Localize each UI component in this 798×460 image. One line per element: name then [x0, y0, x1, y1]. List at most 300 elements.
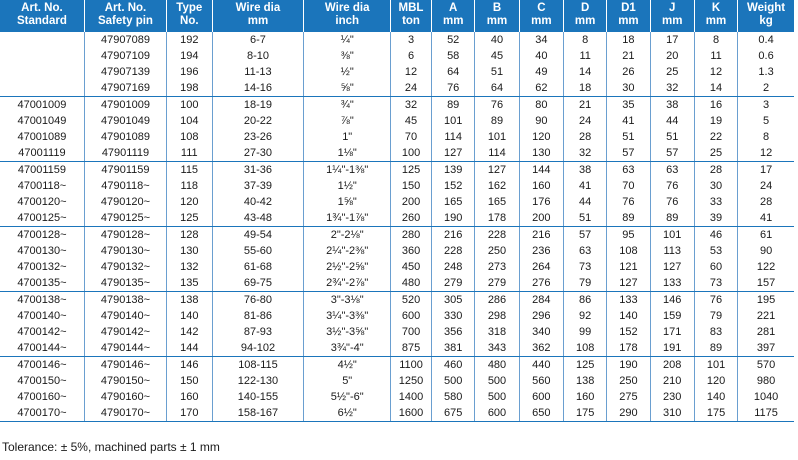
table-cell: 158-167 — [212, 405, 304, 422]
table-cell: 290 — [607, 405, 650, 422]
table-row — [0, 292, 794, 309]
table-cell: 260 — [390, 210, 431, 227]
column-header — [212, 0, 304, 32]
table-cell: 0.6 — [758, 50, 774, 62]
table-cell: 17 — [738, 162, 794, 179]
table-cell: 165 — [432, 194, 475, 210]
table-cell: 90 — [759, 245, 773, 257]
table-cell: 28 — [564, 129, 607, 145]
table-cell: 95 — [607, 227, 650, 244]
table-cell: ½" — [304, 64, 391, 80]
table-cell: 480 — [390, 275, 431, 292]
table-cell: 4790138~ — [84, 292, 166, 309]
table-cell: 32 — [650, 80, 694, 97]
column-header-unit: mm — [486, 15, 508, 27]
table-cell: 296 — [519, 308, 563, 324]
table-cell: 273 — [475, 259, 519, 275]
table-cell: 89 — [432, 97, 475, 114]
table-cell: 8 — [763, 131, 770, 143]
table-cell: 130 — [167, 243, 212, 259]
table-cell: 64 — [475, 80, 519, 97]
table-cell: 228 — [432, 243, 475, 259]
table-cell: 16 — [694, 97, 737, 114]
column-header — [167, 0, 212, 32]
table-cell: 44 — [650, 113, 694, 129]
table-cell: 157 — [738, 275, 794, 292]
table-cell: 53 — [694, 243, 737, 259]
table-row — [0, 113, 794, 129]
table-cell: 19 — [694, 113, 737, 129]
table-cell: 100 — [390, 145, 431, 162]
table-cell: 2½"-2⅝" — [304, 259, 391, 275]
table-cell: 230 — [650, 389, 694, 405]
table-cell: 1¼"-1⅜" — [304, 162, 391, 179]
table-cell: 250 — [475, 243, 519, 259]
table-cell: 125 — [564, 357, 607, 374]
table-row — [0, 243, 794, 259]
table-cell: 4700144~ — [0, 340, 84, 357]
column-header — [84, 0, 166, 32]
table-cell: 138 — [167, 292, 212, 309]
table-cell: 89 — [475, 113, 519, 129]
table-cell: 560 — [519, 373, 563, 389]
table-cell: 18 — [564, 80, 607, 97]
table-cell: 69-75 — [212, 275, 304, 292]
table-row — [0, 210, 794, 227]
table-cell: 125 — [167, 210, 212, 227]
table-body — [0, 32, 794, 422]
table-cell: 276 — [519, 275, 563, 292]
table-cell: 6-7 — [212, 32, 304, 49]
table-cell: 275 — [607, 389, 650, 405]
table-cell: 70 — [390, 129, 431, 145]
table-cell: 4700138~ — [0, 292, 84, 309]
table-cell: 152 — [432, 178, 475, 194]
table-cell: 108-115 — [212, 357, 304, 374]
table-cell: 4790128~ — [84, 227, 166, 244]
table-cell: 47001049 — [0, 113, 84, 129]
table-cell: 120 — [519, 129, 563, 145]
table-cell: 700 — [390, 324, 431, 340]
column-header — [519, 0, 563, 32]
table-cell: 58 — [432, 48, 475, 64]
table-cell: 160 — [519, 178, 563, 194]
table-cell: 44 — [564, 194, 607, 210]
table-cell: 340 — [519, 324, 563, 340]
table-cell: 4790142~ — [84, 324, 166, 340]
table-cell: 190 — [607, 357, 650, 374]
table-cell: 175 — [564, 405, 607, 422]
table-cell: 108 — [607, 243, 650, 259]
column-header-unit: ton — [402, 15, 420, 27]
table-cell: 279 — [475, 275, 519, 292]
table-cell: 360 — [390, 243, 431, 259]
table-cell: 76 — [650, 194, 694, 210]
table-cell: 165 — [475, 194, 519, 210]
table-cell: 89 — [650, 210, 694, 227]
table-cell: 101 — [432, 113, 475, 129]
column-header — [304, 0, 391, 32]
table-cell: 41 — [738, 210, 794, 227]
table-cell: 5" — [304, 373, 391, 389]
table-cell: 130 — [519, 145, 563, 162]
table-cell: 64 — [432, 64, 475, 80]
table-cell: 120 — [694, 373, 737, 389]
table-cell: 4790120~ — [84, 194, 166, 210]
table-cell: 61 — [738, 227, 794, 244]
table-cell: 280 — [390, 227, 431, 244]
table-cell: 41 — [607, 113, 650, 129]
table-cell: 47907089 — [84, 32, 166, 49]
table-row — [0, 194, 794, 210]
table-cell: 228 — [475, 227, 519, 244]
table-cell: 221 — [756, 310, 776, 322]
table-row — [0, 357, 794, 374]
table-cell: ¾" — [304, 97, 391, 114]
table-cell: 4790170~ — [84, 405, 166, 422]
table-row — [0, 340, 794, 357]
table-cell: 139 — [432, 162, 475, 179]
table-cell: 28 — [694, 162, 737, 179]
table-cell: 397 — [738, 340, 794, 357]
table-cell: 3"-3⅛" — [304, 292, 391, 309]
table-cell: 4700170~ — [0, 405, 84, 422]
table-cell: 2"-2⅛" — [304, 227, 391, 244]
table-cell: 4700120~ — [0, 194, 84, 210]
table-cell: 4790118~ — [84, 178, 166, 194]
table-cell: 79 — [694, 308, 737, 324]
table-cell: 6 — [390, 48, 431, 64]
table-cell: 92 — [564, 308, 607, 324]
table-cell: 194 — [167, 48, 212, 64]
table-cell: 1175 — [738, 405, 794, 422]
table-cell: 200 — [390, 194, 431, 210]
table-cell: 63 — [564, 243, 607, 259]
table-cell — [0, 32, 84, 49]
table-cell: 108 — [564, 340, 607, 357]
table-cell: 381 — [432, 340, 475, 357]
table-cell: 362 — [519, 340, 563, 357]
table-row — [0, 308, 794, 324]
table-cell: 120 — [167, 194, 212, 210]
table-cell: 580 — [432, 389, 475, 405]
table-cell: 1⅛" — [304, 145, 391, 162]
table-cell: 47901009 — [84, 97, 166, 114]
table-cell: 24 — [564, 113, 607, 129]
table-cell: ⅝" — [304, 80, 391, 97]
column-header-title: Wire dia — [235, 2, 281, 14]
table-cell: 127 — [607, 275, 650, 292]
table-cell: 47901119 — [84, 145, 166, 162]
column-header-unit: kg — [759, 15, 773, 27]
table-cell: 28 — [759, 196, 773, 208]
column-header-title: Art. No. — [21, 2, 63, 14]
table-cell: 113 — [650, 243, 694, 259]
table-cell: 4700135~ — [0, 275, 84, 292]
table-cell: 191 — [650, 340, 694, 357]
table-cell: 100 — [167, 97, 212, 114]
table-cell: 450 — [390, 259, 431, 275]
table-cell: 284 — [519, 292, 563, 309]
table-cell: 279 — [432, 275, 475, 292]
table-cell: 24 — [759, 180, 773, 192]
table-cell: 144 — [519, 162, 563, 179]
table-cell: 210 — [650, 373, 694, 389]
table-cell: 76 — [432, 80, 475, 97]
table-cell: 1100 — [390, 357, 431, 374]
table-cell: 79 — [564, 275, 607, 292]
table-cell: 47001159 — [0, 162, 84, 179]
table-cell: 127 — [650, 259, 694, 275]
table-cell: 81-86 — [212, 308, 304, 324]
table-row — [0, 80, 794, 97]
column-header-title: K — [711, 2, 721, 14]
table-cell: 27-30 — [212, 145, 304, 162]
table-cell: 208 — [650, 357, 694, 374]
table-cell: 99 — [564, 324, 607, 340]
table-cell: 101 — [650, 227, 694, 244]
table-cell: 356 — [432, 324, 475, 340]
table-cell: 21 — [564, 97, 607, 114]
table-cell: 980 — [756, 375, 776, 387]
table-cell: 135 — [167, 275, 212, 292]
table-cell: 73 — [694, 275, 737, 292]
table-cell: 150 — [390, 178, 431, 194]
table-cell: 4790146~ — [84, 357, 166, 374]
table-cell: 140 — [167, 308, 212, 324]
column-header-unit: mm — [618, 15, 639, 27]
table-cell: 121 — [607, 259, 650, 275]
table-cell: 86 — [564, 292, 607, 309]
column-header-title: A — [449, 2, 458, 14]
table-cell: 20 — [650, 48, 694, 64]
table-cell: 176 — [519, 194, 563, 210]
table-cell: 33 — [694, 194, 737, 210]
table-row — [0, 64, 794, 80]
table-cell: 89 — [607, 210, 650, 227]
table-cell: 18-19 — [212, 97, 304, 114]
column-header-unit: Standard — [17, 15, 67, 27]
table-row — [0, 227, 794, 244]
table-cell: 146 — [167, 357, 212, 374]
table-cell: ¼" — [304, 32, 391, 49]
table-cell: 111 — [167, 145, 212, 162]
table-cell: 47907169 — [84, 80, 166, 97]
table-cell: 40 — [519, 48, 563, 64]
table-cell: 41 — [564, 178, 607, 194]
column-header-unit: Safety pin — [97, 15, 153, 27]
table-cell: 160 — [167, 389, 212, 405]
table-cell: 4700160~ — [0, 389, 84, 405]
table-cell: 178 — [607, 340, 650, 357]
table-cell: 76-80 — [212, 292, 304, 309]
table-cell: 8 — [694, 32, 737, 49]
table-cell: 127 — [475, 162, 519, 179]
table-cell: 248 — [432, 259, 475, 275]
table-cell: 650 — [519, 405, 563, 422]
table-cell: 70 — [607, 178, 650, 194]
table-cell: 138 — [564, 373, 607, 389]
table-cell: 8-10 — [212, 48, 304, 64]
table-cell: 46 — [694, 227, 737, 244]
table-cell: 132 — [167, 259, 212, 275]
table-cell: 1⅝" — [304, 194, 391, 210]
table-cell: 4700140~ — [0, 308, 84, 324]
table-cell — [0, 80, 84, 97]
table-cell: 171 — [650, 324, 694, 340]
table-cell: 1¾"-1⅞" — [304, 210, 391, 227]
table-header — [0, 0, 794, 32]
column-header-title: C — [537, 2, 546, 14]
column-header-title: Type — [176, 2, 203, 14]
table-cell: 152 — [607, 324, 650, 340]
table-cell: 47001009 — [0, 97, 84, 114]
table-cell: 310 — [650, 405, 694, 422]
table-cell: 30 — [607, 80, 650, 97]
table-cell: 24 — [390, 80, 431, 97]
table-cell: 34 — [519, 32, 563, 49]
table-cell: 11 — [694, 48, 737, 64]
column-header-title: MBL — [398, 2, 424, 14]
tolerance-note: Tolerance: ± 5%, machined parts ± 1 mm — [2, 440, 220, 454]
table-row — [0, 259, 794, 275]
table-cell: 35 — [607, 97, 650, 114]
table-cell: 4700128~ — [0, 227, 84, 244]
table-cell: 37-39 — [212, 178, 304, 194]
table-cell: 125 — [390, 162, 431, 179]
table-cell: 281 — [756, 326, 776, 338]
column-header-title: J — [669, 2, 676, 14]
table-cell: 3¾"-4" — [304, 340, 391, 357]
table-cell: 11-13 — [212, 64, 304, 80]
table-cell: 4700125~ — [0, 210, 84, 227]
table-cell: 87-93 — [212, 324, 304, 340]
table-cell: 178 — [475, 210, 519, 227]
column-header-title: Art. No. — [104, 2, 147, 14]
table-cell: 89 — [694, 340, 737, 357]
table-cell: 500 — [432, 373, 475, 389]
table-cell: 32 — [564, 145, 607, 162]
table-cell: 2¾"-2⅞" — [304, 275, 391, 292]
table-cell — [0, 48, 84, 64]
column-header-unit: No. — [180, 15, 199, 27]
table-cell: 62 — [519, 80, 563, 97]
table-cell: 4790144~ — [84, 340, 166, 357]
table-cell: 122-130 — [212, 373, 304, 389]
table-cell: 200 — [519, 210, 563, 227]
table-cell: 30 — [694, 178, 737, 194]
table-cell: 216 — [432, 227, 475, 244]
table-cell: 80 — [519, 97, 563, 114]
table-cell: 343 — [475, 340, 519, 357]
table-cell: 47907109 — [84, 48, 166, 64]
table-cell: 61-68 — [212, 259, 304, 275]
table-cell: 51 — [607, 129, 650, 145]
table-cell: 4790135~ — [84, 275, 166, 292]
table-cell: 23-26 — [212, 129, 304, 145]
table-cell: 480 — [475, 357, 519, 374]
table-cell — [0, 64, 84, 80]
table-cell: 51 — [650, 129, 694, 145]
table-cell: 3 — [738, 97, 794, 114]
table-row — [0, 324, 794, 340]
table-cell: 298 — [475, 308, 519, 324]
table-cell: 76 — [475, 97, 519, 114]
table-cell: 162 — [475, 178, 519, 194]
table-cell: 4700146~ — [0, 357, 84, 374]
table-cell: 190 — [432, 210, 475, 227]
table-cell: 14-16 — [212, 80, 304, 97]
table-cell: 47901049 — [84, 113, 166, 129]
table-cell: 17 — [650, 32, 694, 49]
column-header — [607, 0, 650, 32]
table-cell: 600 — [390, 308, 431, 324]
table-cell: 330 — [432, 308, 475, 324]
table-cell: 460 — [432, 357, 475, 374]
table-cell: 60 — [694, 259, 737, 275]
column-header-title: D1 — [621, 2, 636, 14]
table-cell: 47901159 — [84, 162, 166, 179]
table-cell: 4700150~ — [0, 373, 84, 389]
table-cell: 4790130~ — [84, 243, 166, 259]
table-cell: 73 — [564, 259, 607, 275]
table-cell: 83 — [694, 324, 737, 340]
table-cell: 216 — [519, 227, 563, 244]
table-cell: 170 — [167, 405, 212, 422]
table-cell: 57 — [650, 145, 694, 162]
table-cell: 40 — [475, 32, 519, 49]
table-cell: 122 — [756, 261, 776, 273]
table-row — [0, 48, 794, 64]
table-cell: 20-22 — [212, 113, 304, 129]
table-cell: 305 — [432, 292, 475, 309]
table-row — [0, 162, 794, 179]
table-cell: 0.4 — [738, 32, 794, 49]
table-cell: 47001119 — [0, 145, 84, 162]
table-cell: 875 — [390, 340, 431, 357]
table-cell: 250 — [607, 373, 650, 389]
table-row — [0, 373, 794, 389]
table-cell: 600 — [475, 405, 519, 422]
table-cell: ⅜" — [304, 48, 391, 64]
column-header — [475, 0, 519, 32]
table-cell: 600 — [519, 389, 563, 405]
table-cell: 49 — [519, 64, 563, 80]
table-cell: 43-48 — [212, 210, 304, 227]
table-cell: 675 — [432, 405, 475, 422]
table-cell: 57 — [564, 227, 607, 244]
column-header-unit: mm — [574, 15, 596, 27]
table-cell: 4700118~ — [0, 178, 84, 194]
table-cell: 12 — [390, 64, 431, 80]
table-cell: 12 — [738, 145, 794, 162]
column-header-unit: mm — [531, 15, 552, 27]
table-cell: 32 — [390, 97, 431, 114]
table-cell: 4700142~ — [0, 324, 84, 340]
table-row — [0, 129, 794, 145]
table-cell: 127 — [432, 145, 475, 162]
table-cell: 51 — [475, 64, 519, 80]
table-cell: 38 — [650, 97, 694, 114]
table-cell: 142 — [167, 324, 212, 340]
column-header — [694, 0, 737, 32]
table-cell: 1600 — [390, 405, 431, 422]
table-cell: 4790132~ — [84, 259, 166, 275]
table-cell: 133 — [650, 275, 694, 292]
table-cell: 500 — [475, 373, 519, 389]
table-cell: 101 — [475, 129, 519, 145]
column-header-unit: inch — [335, 15, 360, 27]
